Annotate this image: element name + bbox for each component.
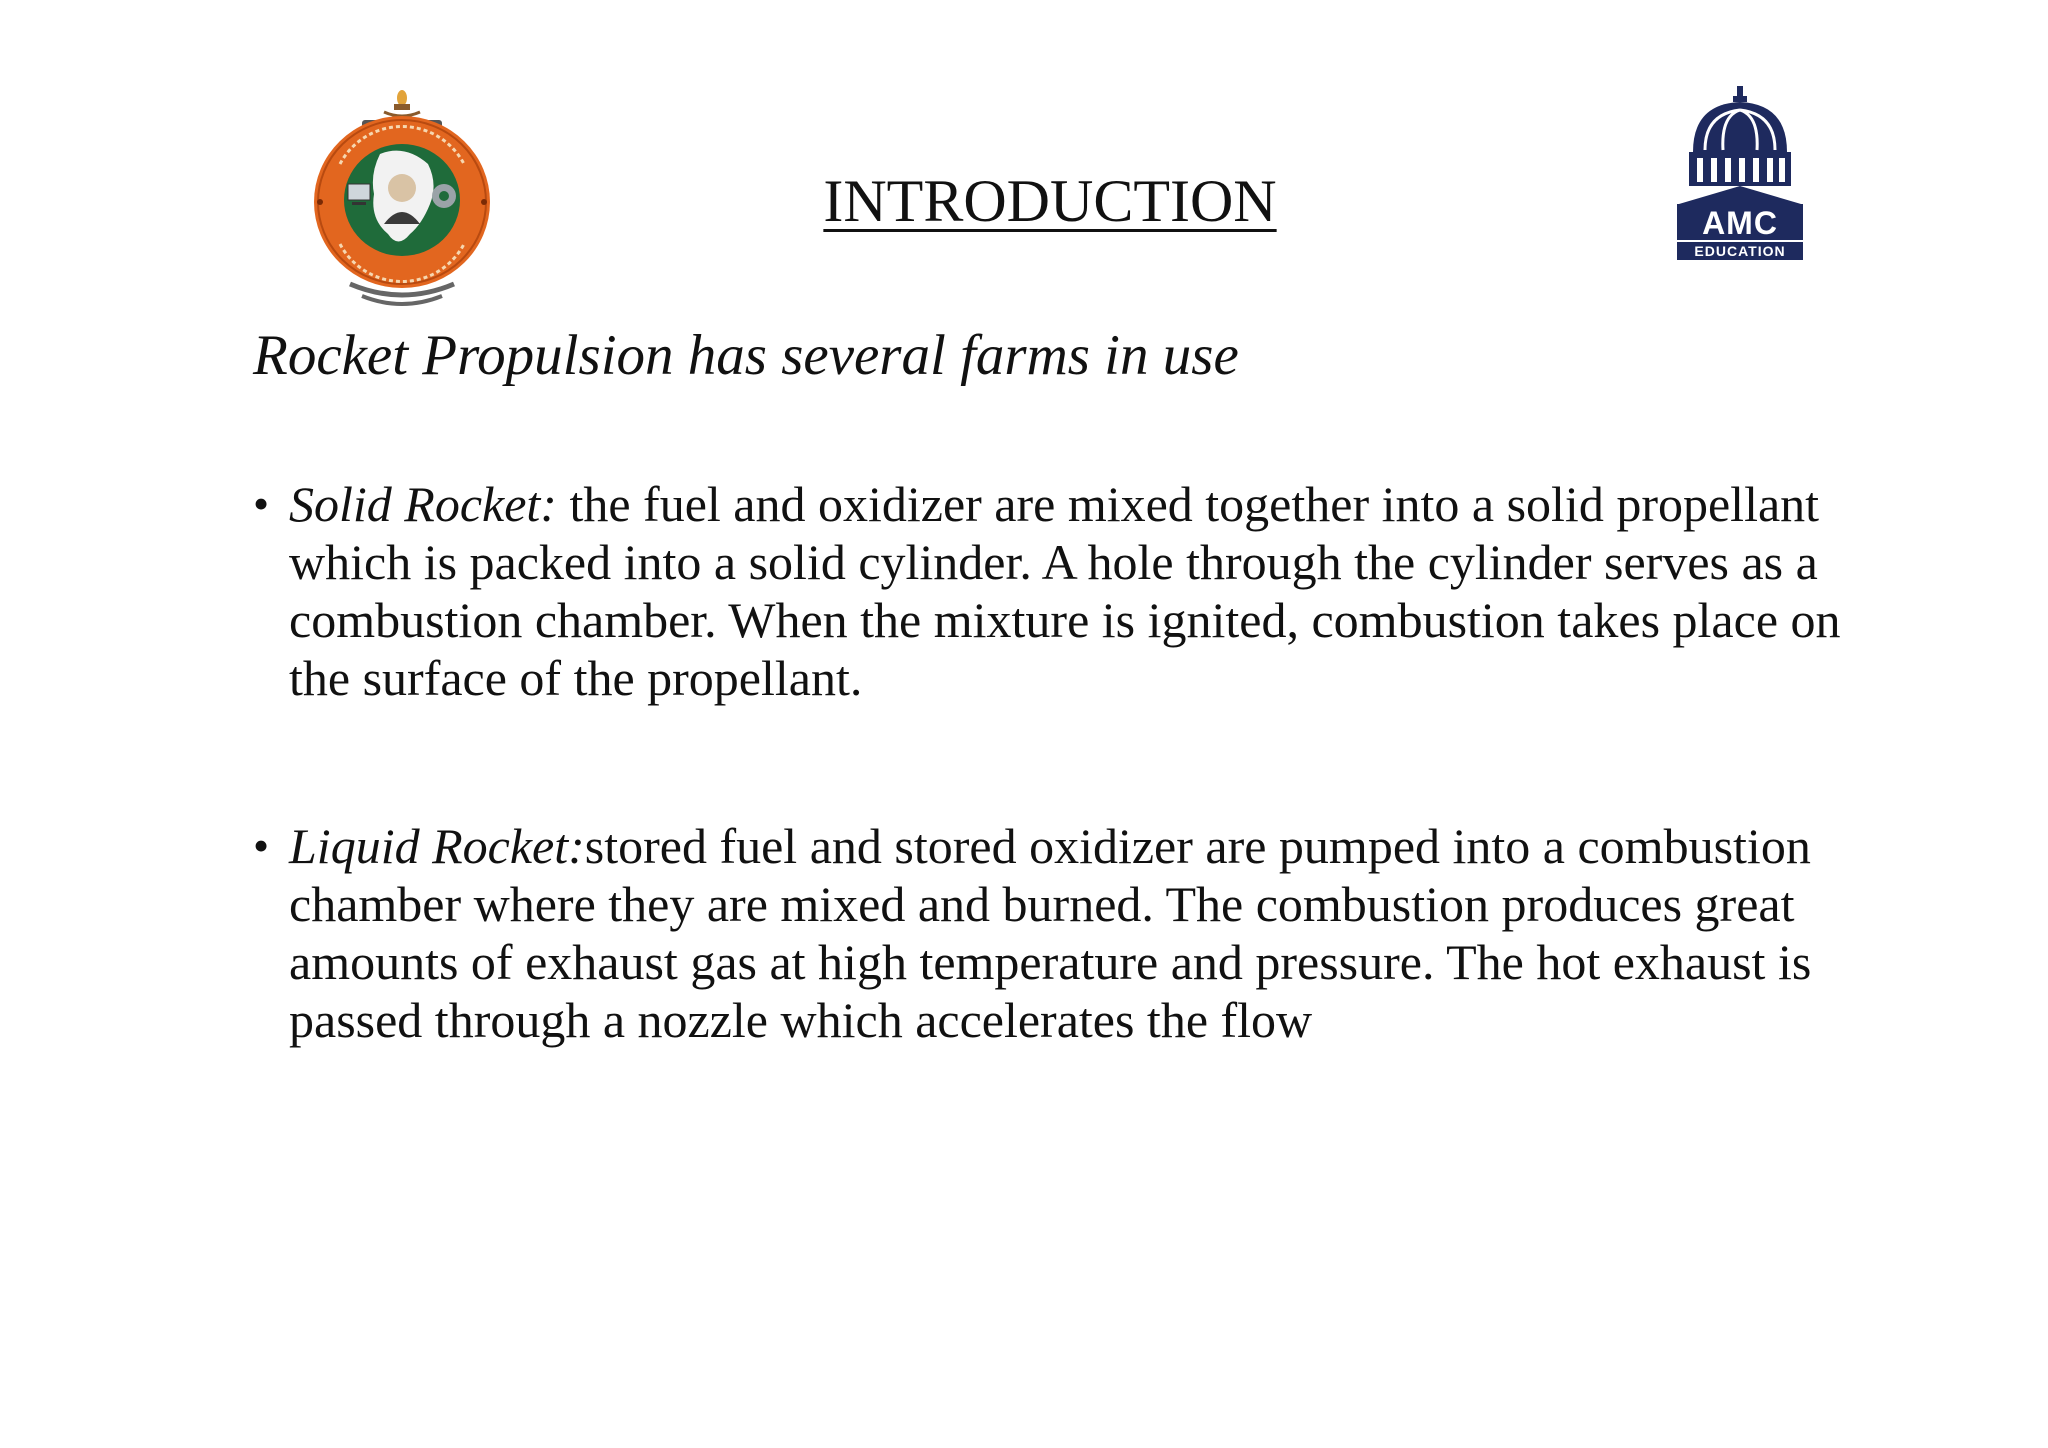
- university-seal-icon: [310, 84, 495, 314]
- bullet-dot-icon: •: [253, 820, 270, 871]
- svg-text:AMC: AMC: [1702, 205, 1778, 241]
- bullet-list: [253, 475, 1853, 1085]
- page-title: INTRODUCTION: [823, 168, 1277, 234]
- bullet-text: the fuel and oxidizer are mixed together into a solid propellant which is packed into a solid cylinder. A hole through the cylinder serves as a combustion chamber. When the mixture is ignited, combustion takes place on the surface of the propellant.: [289, 476, 1841, 706]
- list-item: [253, 817, 1853, 1049]
- bullet-dot-icon: •: [253, 478, 270, 529]
- list-item: [253, 475, 1853, 707]
- slide-subtitle: Rocket Propulsion has several farms in use: [253, 324, 1239, 387]
- amc-dome-logo-icon: [1675, 86, 1805, 262]
- bullet-term: Liquid Rocket:: [289, 818, 585, 874]
- bullet-term: Solid Rocket:: [289, 476, 557, 532]
- svg-text:EDUCATION: EDUCATION: [1694, 243, 1786, 259]
- bullet-text: stored fuel and stored oxidizer are pumped into a combustion chamber where they are mixed and burned. The combustion produces great amounts of exhaust gas at high temperature and pressure. The hot exhaust is passed through a nozzle which accelerates the flow: [289, 818, 1812, 1048]
